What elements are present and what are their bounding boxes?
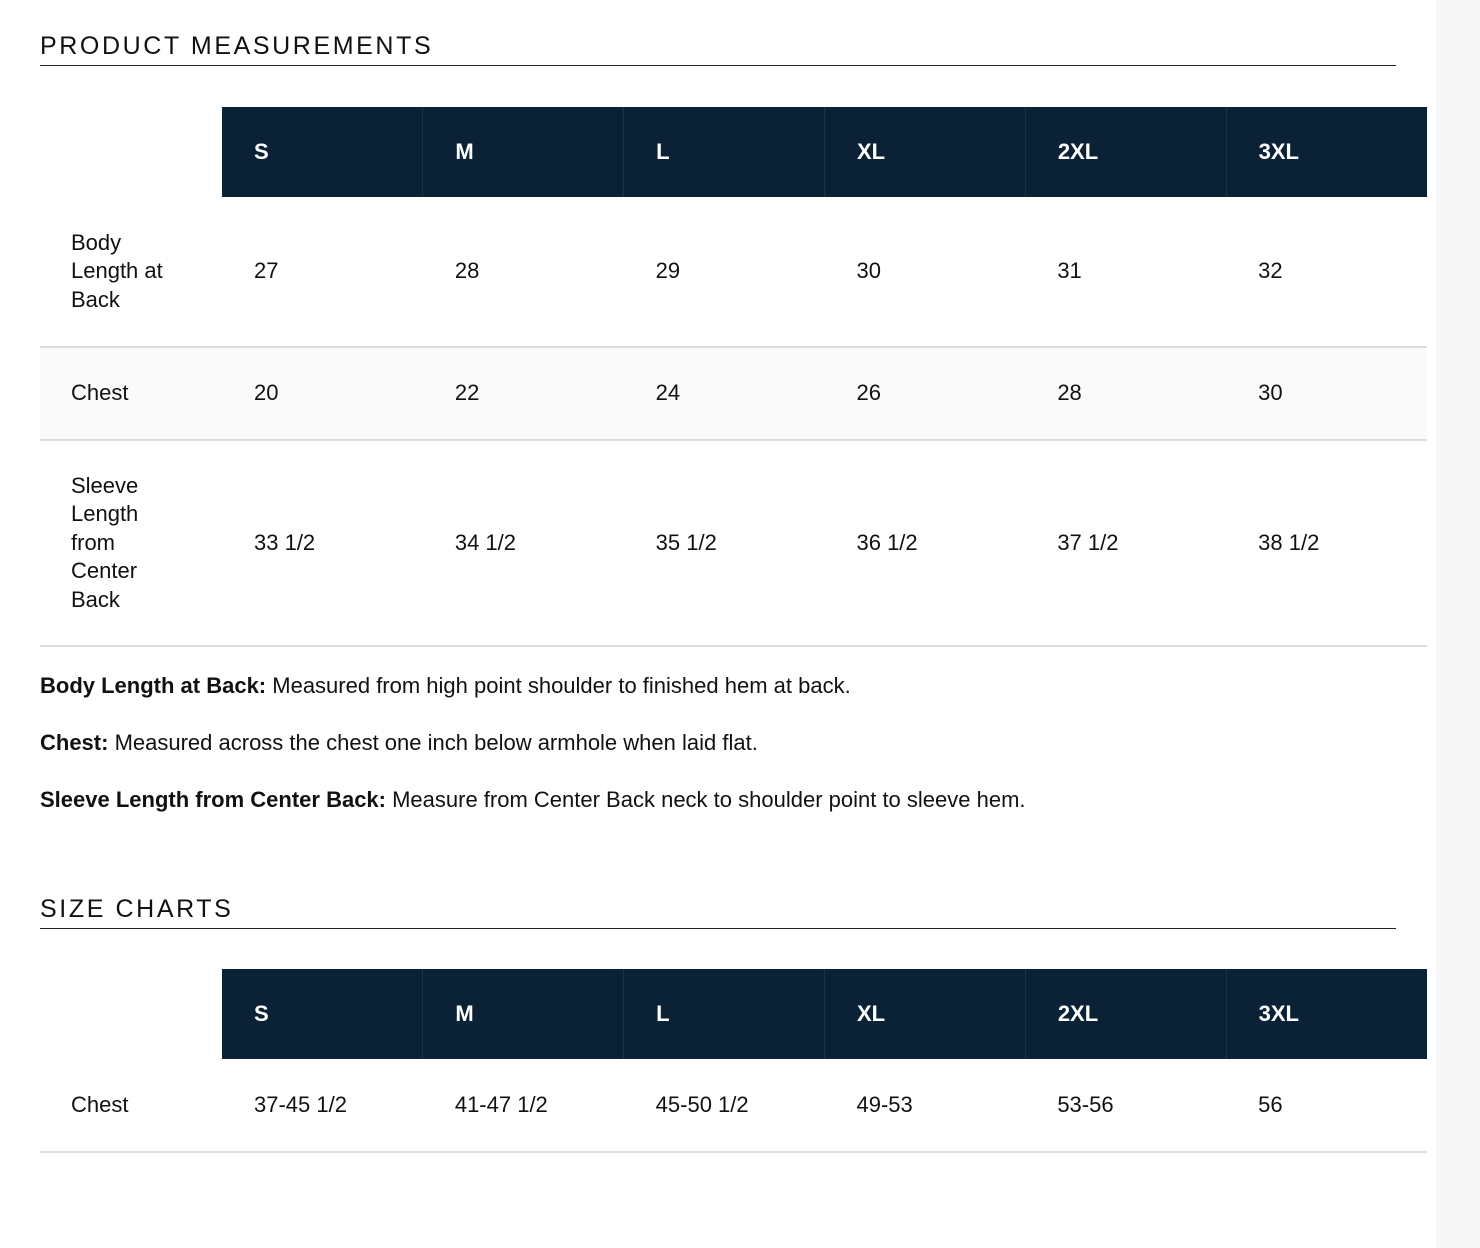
page-gutter xyxy=(1436,0,1480,1248)
size-header-s: S xyxy=(222,969,423,1059)
table-cell: 20 xyxy=(222,347,423,440)
row-label-chest: Chest xyxy=(40,347,222,440)
table-cell: 32 xyxy=(1226,197,1427,347)
table-cell: 27 xyxy=(222,197,423,347)
table-cell: 26 xyxy=(824,347,1025,440)
table-row-body-length xyxy=(40,197,1427,347)
table-cell: 31 xyxy=(1025,197,1226,347)
note-text: Measure from Center Back neck to shoulder point to sleeve hem. xyxy=(385,787,1026,812)
table-header-row xyxy=(40,107,1427,197)
table-cell: 28 xyxy=(1025,347,1226,440)
table-cell: 53-56 xyxy=(1025,1059,1226,1152)
product-measurements-section xyxy=(40,26,1427,842)
table-cell: 33 1/2 xyxy=(222,440,423,646)
table-cell: 28 xyxy=(423,197,624,347)
table-cell: 38 1/2 xyxy=(1226,440,1427,646)
note-term: Sleeve Length from Center Back: xyxy=(40,787,386,812)
header-corner xyxy=(40,107,222,197)
row-label-sleeve-length: Sleeve Length from Center Back xyxy=(40,440,222,646)
table-row-chest xyxy=(40,347,1427,440)
measurement-notes xyxy=(40,671,1427,815)
size-header-xl: XL xyxy=(824,107,1025,197)
size-header-xl: XL xyxy=(824,969,1025,1059)
table-cell: 34 1/2 xyxy=(423,440,624,646)
note-chest xyxy=(40,728,1427,758)
table-cell: 29 xyxy=(624,197,825,347)
table-cell: 49-53 xyxy=(824,1059,1025,1152)
size-charts-table xyxy=(40,969,1427,1153)
note-sleeve-length xyxy=(40,785,1427,815)
table-cell: 35 1/2 xyxy=(624,440,825,646)
size-charts-section xyxy=(40,889,1427,1153)
table-cell: 36 1/2 xyxy=(824,440,1025,646)
table-cell: 24 xyxy=(624,347,825,440)
size-header-2xl: 2XL xyxy=(1025,107,1226,197)
table-header-row xyxy=(40,969,1427,1059)
header-corner xyxy=(40,969,222,1059)
note-text: Measured across the chest one inch below armhole when laid flat. xyxy=(108,730,758,755)
product-measurements-table xyxy=(40,107,1427,647)
table-cell: 37 1/2 xyxy=(1025,440,1226,646)
note-body-length xyxy=(40,671,1427,701)
section-title-size-charts: SIZE CHARTS xyxy=(40,889,1396,929)
size-header-3xl: 3XL xyxy=(1226,107,1427,197)
table-cell: 56 xyxy=(1226,1059,1427,1152)
table-cell: 30 xyxy=(1226,347,1427,440)
size-header-l: L xyxy=(624,969,825,1059)
table-cell: 37-45 1/2 xyxy=(222,1059,423,1152)
table-cell: 30 xyxy=(824,197,1025,347)
note-term: Chest: xyxy=(40,730,109,755)
table-cell: 45-50 1/2 xyxy=(624,1059,825,1152)
size-header-m: M xyxy=(423,107,624,197)
size-header-2xl: 2XL xyxy=(1025,969,1226,1059)
note-term: Body Length at Back: xyxy=(40,673,267,698)
size-header-m: M xyxy=(423,969,624,1059)
row-label-chest: Chest xyxy=(40,1059,222,1152)
size-header-l: L xyxy=(624,107,825,197)
table-cell: 41-47 1/2 xyxy=(423,1059,624,1152)
table-row-chest xyxy=(40,1059,1427,1152)
table-row-sleeve-length xyxy=(40,440,1427,646)
size-header-s: S xyxy=(222,107,423,197)
note-text: Measured from high point shoulder to finished hem at back. xyxy=(266,673,851,698)
row-label-body-length: Body Length at Back xyxy=(40,197,222,347)
size-header-3xl: 3XL xyxy=(1226,969,1427,1059)
section-title-product-measurements: PRODUCT MEASUREMENTS xyxy=(40,26,1396,66)
table-cell: 22 xyxy=(423,347,624,440)
